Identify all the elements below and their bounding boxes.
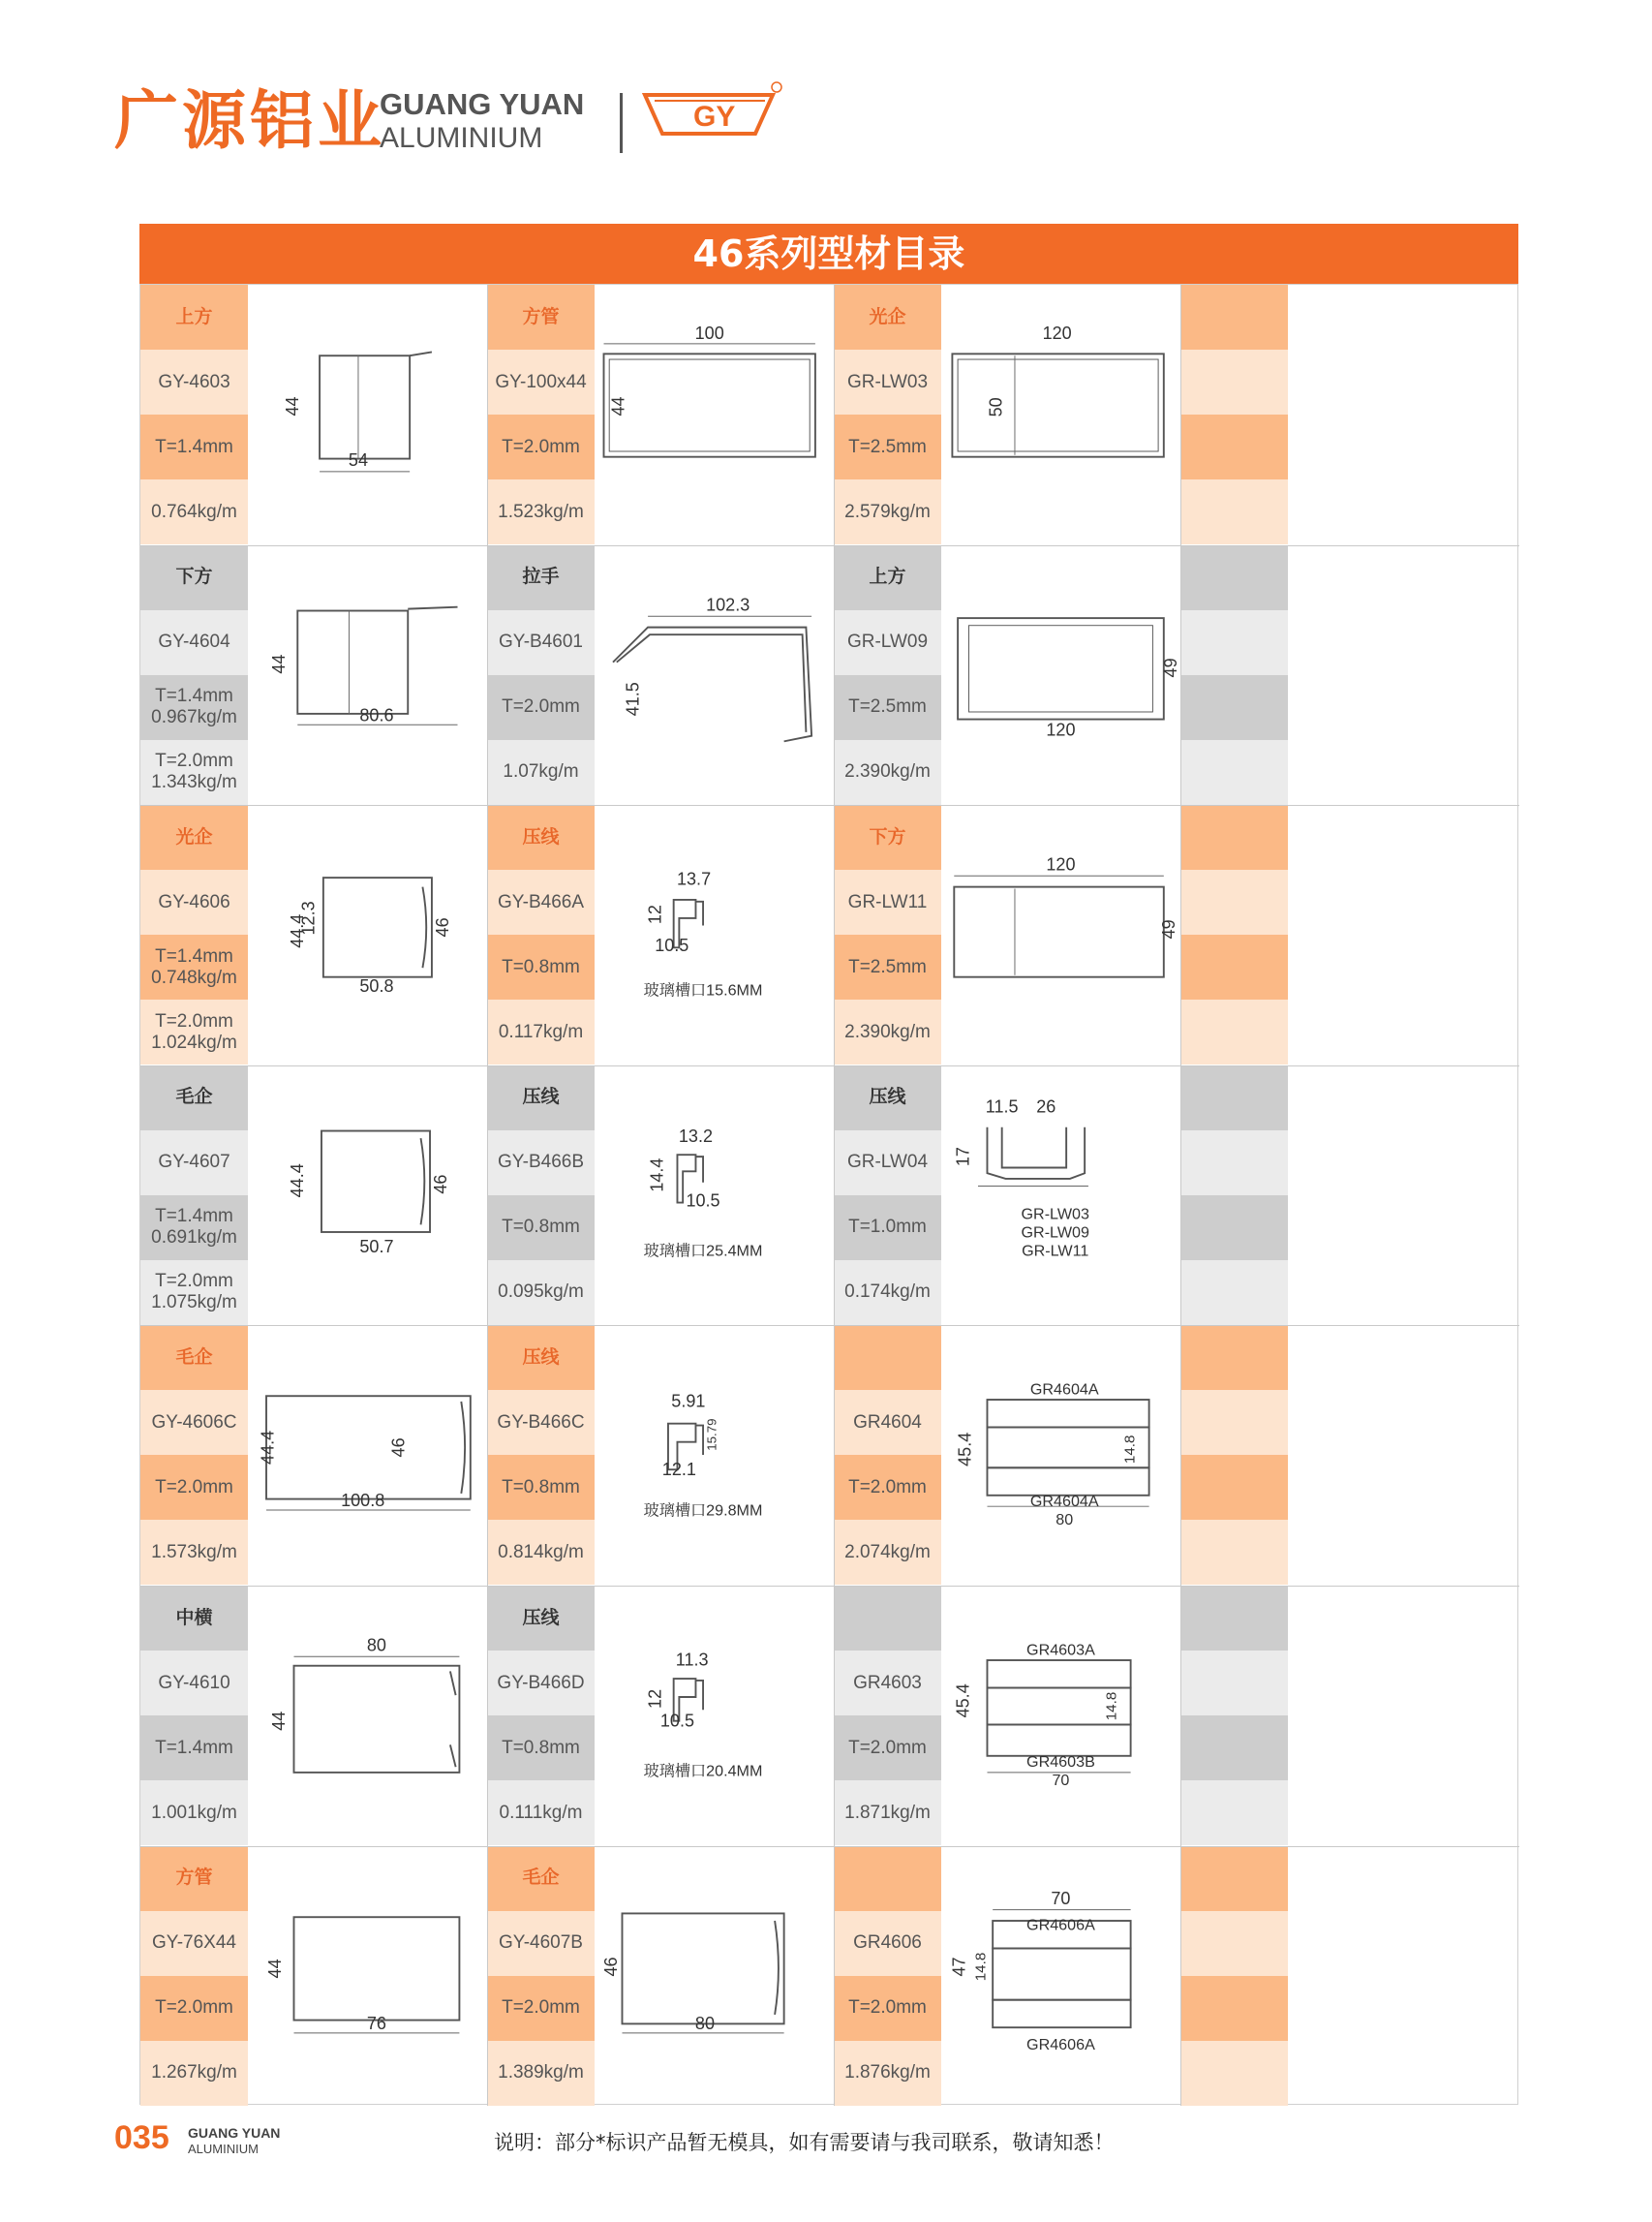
profile-model: GR-LW09 [834,610,941,675]
profile-model: GY-4606C [140,1390,248,1455]
profile-category [834,1586,941,1651]
dimension-label: GR4604A [1029,1380,1099,1399]
profile-spec [1180,415,1288,479]
profile-spec-column [140,1586,248,1845]
profile-spec: T=2.0mm [487,675,595,740]
profile-model: GY-4607 [140,1130,248,1195]
brand-header [114,77,1373,165]
dimension-label: 12 [645,905,665,925]
dimension-label: 80 [366,1635,386,1655]
dimension-label: 5.91 [671,1392,706,1412]
profile-drawing [941,1846,1178,2106]
dimension-label: GR-LW03 [1021,1205,1089,1223]
profile-section-svg [248,545,485,805]
dimension-label: GR4603A [1026,1641,1095,1659]
profile-spec: T=2.5mm [834,415,941,479]
profile-category [834,1846,941,1911]
profile-spec-column [834,545,941,805]
profile-drawing [248,805,485,1065]
column-divider [487,285,488,2106]
dimension-label: 76 [366,2013,386,2033]
profile-category [1180,1586,1288,1651]
profile-drawing [595,1846,832,2106]
footer-brand-subtitle: ALUMINIUM [188,2142,259,2156]
profile-section-svg [1288,285,1525,544]
profile-drawing [941,1065,1178,1325]
profile-section-svg [1288,1846,1525,2106]
profile-category [1180,805,1288,870]
profile-spec-column [1180,1065,1288,1325]
profile-section-svg [1288,805,1525,1065]
profile-spec: T=2.0mm [487,1976,595,2041]
profile-model: GY-4610 [140,1651,248,1715]
profile-spec [1180,1715,1288,1780]
brand-divider [620,93,623,153]
profile-category: 光企 [834,285,941,350]
profile-section-svg [248,285,485,544]
dimension-label: 120 [1046,720,1076,740]
profile-section-svg [248,1846,485,2106]
profile-spec [1180,935,1288,1000]
dimension-label: GR4604A [1029,1493,1099,1511]
profile-weight [1180,2041,1288,2106]
profile-category: 光企 [140,805,248,870]
profile-weight: 1.573kg/m [140,1520,248,1585]
dimension-label: 13.7 [677,869,712,889]
profile-section-svg [595,1586,832,1845]
row-divider [140,805,1519,806]
profile-spec [1180,1976,1288,2041]
profile-drawing [1288,1586,1525,1845]
dimension-label: 46 [388,1437,409,1458]
dimension-label: 玻璃槽口20.4MM [643,1762,763,1780]
profile-spec-column [487,1065,595,1325]
profile-spec-column [140,285,248,544]
profile-spec [1180,1195,1288,1260]
profile-spec-column [1180,1586,1288,1845]
profile-weight: 0.764kg/m [140,479,248,544]
dimension-label: 玻璃槽口25.4MM [643,1242,763,1260]
profile-spec-column [140,545,248,805]
dimension-label: 12 [645,1688,665,1709]
dimension-label: 70 [1051,1888,1071,1908]
dimension-label: 70 [1052,1772,1070,1790]
profile-category [1180,285,1288,350]
profile-category: 压线 [487,1325,595,1390]
profile-model: GR-LW11 [834,870,941,935]
profile-section-svg [248,1325,485,1585]
dimension-label: 14.8 [1103,1691,1120,1721]
profile-drawing [595,545,832,805]
profile-spec-column [140,1325,248,1585]
profile-spec: T=2.5mm [834,675,941,740]
profile-spec: T=2.0mm [487,415,595,479]
dimension-label: 15.79 [704,1418,719,1452]
profile-drawing [941,805,1178,1065]
profile-category: 上方 [834,545,941,610]
dimension-label: 49 [1159,919,1179,940]
profile-weight: 1.389kg/m [487,2041,595,2106]
profile-spec: T=0.8mm [487,1455,595,1520]
profile-section-svg [248,1586,485,1845]
dimension-label: 120 [1046,854,1076,875]
row-divider [140,1846,1519,1847]
dimension-label: 46 [431,1174,451,1194]
profile-model: GY-4603 [140,350,248,415]
profile-drawing [248,1846,485,2106]
profile-model: GR-LW04 [834,1130,941,1195]
profile-drawing [595,1065,832,1325]
profile-section-svg [941,545,1181,805]
profile-spec-column [140,1065,248,1325]
profile-section-svg [941,1846,1178,2106]
dimension-label: 玻璃槽口29.8MM [643,1502,763,1521]
profile-section-svg [595,1846,832,2106]
profile-category: 毛企 [140,1325,248,1390]
profile-drawing [941,1586,1178,1845]
profile-spec: T=2.0mm [834,1976,941,2041]
profile-category [1180,1846,1288,1911]
profile-spec-column [834,285,941,544]
profile-model [1180,1911,1288,1976]
profile-drawing [595,1325,832,1585]
dimension-label: 10.5 [659,1711,695,1731]
profile-spec-column [1180,805,1288,1065]
profile-model: GR4603 [834,1651,941,1715]
profile-spec-column [834,1586,941,1845]
profile-spec-column [487,1325,595,1585]
dimension-label: 14.4 [647,1157,667,1192]
dimension-label: 100.8 [341,1491,385,1511]
profile-model: GY-B4601 [487,610,595,675]
profile-section-svg [595,1065,832,1325]
profile-model: GY-B466C [487,1390,595,1455]
dimension-label: 54 [348,450,368,471]
dimension-label: 11.5 [985,1096,1019,1117]
profile-section-svg [595,1325,832,1585]
dimension-label: GR-LW11 [1022,1242,1089,1260]
profile-spec: T=0.8mm [487,1715,595,1780]
profile-model: GY-4607B [487,1911,595,1976]
dimension-label: 80 [694,2013,715,2033]
dimension-label: GR4603B [1026,1753,1095,1772]
dimension-label: 50.7 [359,1236,394,1256]
profile-category: 毛企 [487,1846,595,1911]
profile-spec-column [487,545,595,805]
profile-model [1180,870,1288,935]
dimension-label: 44.4 [287,913,307,948]
profile-model: GY-100x44 [487,350,595,415]
profile-model: GR4606 [834,1911,941,1976]
profile-section-svg [941,1065,1178,1325]
row-divider [140,1065,1519,1066]
profile-weight: 2.390kg/m [834,1000,941,1065]
profile-model: GR4604 [834,1390,941,1455]
profile-drawing [248,285,485,544]
profile-model [1180,350,1288,415]
profile-model [1180,1130,1288,1195]
profile-drawing [595,805,832,1065]
dimension-label: 12.1 [661,1460,696,1480]
profile-weight: T=2.0mm 1.343kg/m [140,740,248,805]
profile-spec: T=1.4mm [140,415,248,479]
dimension-label: 玻璃槽口15.6MM [643,981,763,1000]
profile-drawing [248,545,485,805]
profile-spec [1180,1455,1288,1520]
footer-note: 说明：部分*标识产品暂无模具，如有需要请与我司联系，敬请知悉！ [494,2131,1115,2154]
profile-spec: T=2.5mm [834,935,941,1000]
profile-category: 中横 [140,1586,248,1651]
profile-weight [1180,479,1288,544]
brand-name-en: GUANG YUAN [380,87,585,121]
profile-model: GR-LW03 [834,350,941,415]
profile-weight: 0.111kg/m [487,1780,595,1845]
profile-spec: T=1.0mm [834,1195,941,1260]
profile-drawing [1288,1325,1525,1585]
profile-model [1180,610,1288,675]
profile-weight: 0.117kg/m [487,1000,595,1065]
profile-model [1180,1651,1288,1715]
dimension-label: 10.5 [686,1190,720,1211]
profile-category: 毛企 [140,1065,248,1130]
profile-category [834,1325,941,1390]
dimension-label: 44 [283,396,303,417]
dimension-label: 102.3 [706,595,750,615]
dimension-label: 49 [1161,657,1181,678]
profile-category [1180,1065,1288,1130]
profile-weight [1180,1780,1288,1845]
profile-model [1180,1390,1288,1455]
profile-spec: T=2.0mm [140,1976,248,2041]
dimension-label: 45.4 [955,1433,975,1467]
profile-drawing [248,1586,485,1845]
column-divider [1180,285,1181,2106]
profile-catalog-grid [139,284,1518,2105]
profile-section-svg [1288,545,1525,805]
profile-spec: T=1.4mm 0.967kg/m [140,675,248,740]
brand-logo-icon [637,77,782,165]
profile-weight: 2.579kg/m [834,479,941,544]
profile-drawing [1288,1065,1525,1325]
profile-category: 下方 [834,805,941,870]
profile-weight: 1.267kg/m [140,2041,248,2106]
brand-mark-text: GY [693,101,736,133]
profile-weight: 1.07kg/m [487,740,595,805]
dimension-label: 100 [694,324,724,344]
dimension-label: 47 [949,1957,969,1977]
profile-spec-column [487,805,595,1065]
profile-drawing [248,1065,485,1325]
profile-spec-column [834,805,941,1065]
profile-weight: 0.174kg/m [834,1260,941,1325]
profile-category [1180,545,1288,610]
profile-spec: T=2.0mm [140,1455,248,1520]
profile-drawing [1288,805,1525,1065]
profile-spec-column [487,1586,595,1845]
profile-category: 拉手 [487,545,595,610]
dimension-label: 26 [1036,1096,1056,1117]
dimension-label: 46 [433,917,453,938]
profile-model: GY-B466B [487,1130,595,1195]
profile-spec-column [140,1846,248,2106]
dimension-label: 10.5 [655,936,689,956]
profile-drawing [1288,1846,1525,2106]
profile-section-svg [248,1065,485,1325]
profile-weight [1180,1520,1288,1585]
profile-weight [1180,740,1288,805]
profile-spec: T=0.8mm [487,1195,595,1260]
profile-section-svg [941,1586,1178,1845]
brand-subtitle-en: ALUMINIUM [380,122,543,154]
profile-section-svg [941,805,1178,1065]
page-title: 46系列型材目录 [139,224,1518,284]
profile-model: GY-4606 [140,870,248,935]
profile-spec: T=2.0mm [834,1455,941,1520]
profile-spec: T=1.4mm 0.691kg/m [140,1195,248,1260]
profile-weight: T=2.0mm 1.075kg/m [140,1260,248,1325]
dimension-label: GR4606A [1026,2035,1095,2053]
dimension-label: 50.8 [359,976,394,997]
profile-drawing [595,285,832,544]
profile-spec: T=1.4mm 0.748kg/m [140,935,248,1000]
profile-drawing [941,285,1178,544]
dimension-label: 44.4 [258,1431,278,1466]
dimension-label: GR4606A [1026,1916,1095,1934]
column-divider [834,285,835,2106]
profile-spec-column [487,1846,595,2106]
profile-spec: T=2.0mm [834,1715,941,1780]
profile-spec-column [487,285,595,544]
profile-spec-column [1180,1325,1288,1585]
row-divider [140,1586,1519,1587]
profile-section-svg [248,805,485,1065]
profile-spec-column [834,1065,941,1325]
dimension-label: 14.8 [1121,1435,1139,1465]
profile-category: 上方 [140,285,248,350]
profile-category: 压线 [834,1065,941,1130]
profile-weight: 1.871kg/m [834,1780,941,1845]
brand-name-cn: 广源铝业 [114,83,385,158]
dimension-label: 50 [986,397,1006,417]
profile-section-svg [941,1325,1178,1585]
profile-weight: 2.074kg/m [834,1520,941,1585]
profile-category: 压线 [487,1065,595,1130]
profile-model: GY-B466D [487,1651,595,1715]
profile-spec [1180,675,1288,740]
profile-drawing [941,545,1181,805]
profile-weight: 1.523kg/m [487,479,595,544]
profile-section-svg [595,805,832,1065]
dimension-label: 44 [268,1711,289,1731]
profile-section-svg [595,545,832,805]
dimension-label: 12.3 [298,901,319,936]
profile-model: GY-76X44 [140,1911,248,1976]
profile-drawing [1288,285,1525,544]
profile-category: 下方 [140,545,248,610]
profile-weight [1180,1000,1288,1065]
footer-brand-name: GUANG YUAN [188,2125,281,2141]
profile-spec: T=1.4mm [140,1715,248,1780]
profile-section-svg [595,285,832,544]
dimension-label: 17 [953,1146,973,1166]
profile-section-svg [1288,1065,1525,1325]
dimension-label: 14.8 [972,1952,990,1981]
profile-drawing [595,1586,832,1845]
profile-weight: 1.001kg/m [140,1780,248,1845]
profile-category: 方管 [140,1846,248,1911]
dimension-label: 44 [268,654,289,674]
profile-drawing [941,1325,1178,1585]
profile-weight: 0.814kg/m [487,1520,595,1585]
page-number: 035 [114,2119,169,2156]
profile-weight: 1.876kg/m [834,2041,941,2106]
dimension-label: 41.5 [623,681,643,716]
dimension-label: 44 [608,396,628,417]
profile-category [1180,1325,1288,1390]
dimension-label: 46 [600,1957,621,1977]
profile-spec-column [1180,1846,1288,2106]
profile-weight: 0.095kg/m [487,1260,595,1325]
profile-drawing [248,1325,485,1585]
dimension-label: 120 [1042,324,1072,344]
dimension-label: GR-LW09 [1021,1223,1089,1242]
profile-drawing [1288,545,1525,805]
profile-category: 方管 [487,285,595,350]
row-divider [140,545,1519,546]
profile-model: GY-B466A [487,870,595,935]
profile-spec-column [1180,285,1288,544]
profile-spec-column [834,1325,941,1585]
profile-weight [1180,1260,1288,1325]
profile-category: 压线 [487,1586,595,1651]
dimension-label: 11.3 [675,1650,709,1670]
profile-section-svg [941,285,1178,544]
dimension-label: 45.4 [953,1683,973,1718]
profile-model: GY-4604 [140,610,248,675]
dimension-label: 44 [265,1958,286,1979]
profile-spec-column [140,805,248,1065]
profile-spec-column [834,1846,941,2106]
dimension-label: 80 [1055,1511,1074,1529]
dimension-label: 80.6 [359,705,394,725]
profile-spec-column [1180,545,1288,805]
row-divider [140,1325,1519,1326]
profile-section-svg [1288,1586,1525,1845]
profile-category: 压线 [487,805,595,870]
profile-weight: 2.390kg/m [834,740,941,805]
profile-section-svg [1288,1325,1525,1585]
profile-spec: T=0.8mm [487,935,595,1000]
dimension-label: 13.2 [678,1126,714,1146]
dimension-label: 44.4 [287,1163,307,1198]
profile-weight: T=2.0mm 1.024kg/m [140,1000,248,1065]
